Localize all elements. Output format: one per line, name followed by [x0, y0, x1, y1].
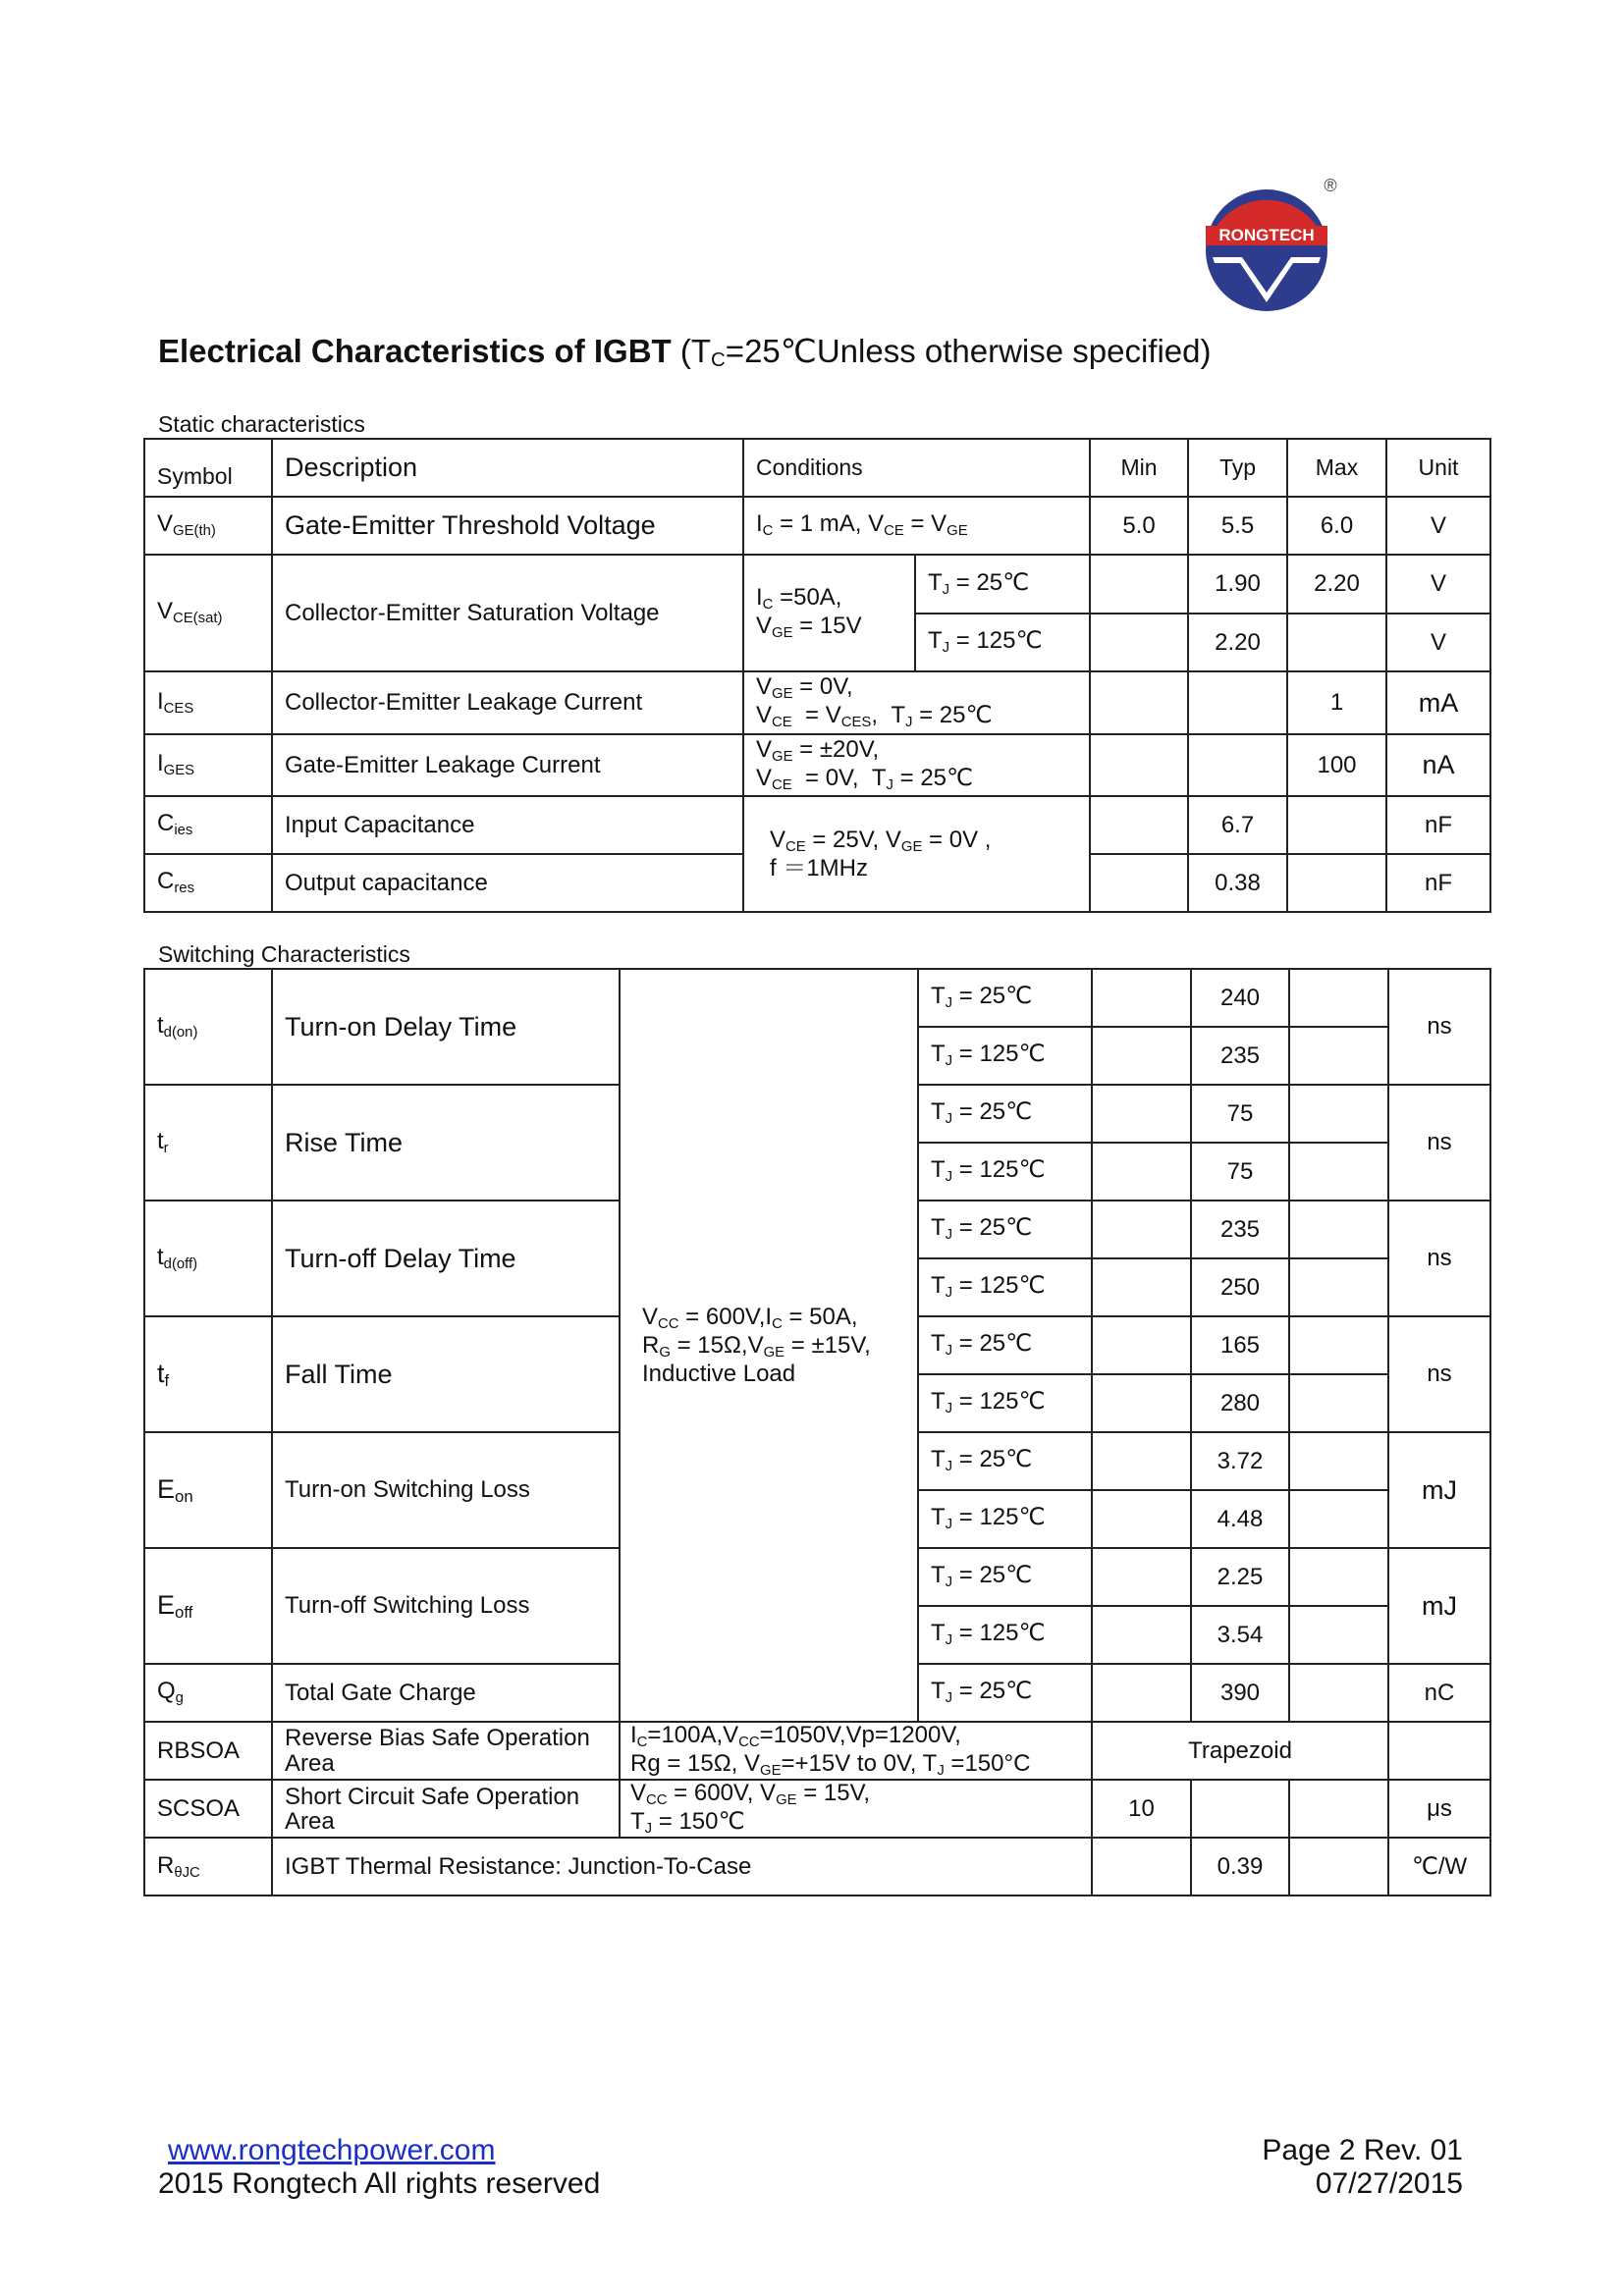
table-row: $T_J$ = 125℃ 4.48 [144, 1490, 1490, 1548]
revision-date: 07/27/2015 [1315, 2167, 1463, 2200]
table-row: $Q_g$ Total Gate Charge $T_J$ = 25℃ 390 nC [144, 1664, 1490, 1722]
table-row: RBSOA Reverse Bias Safe Operation Area $I_C=100A,V_{CC}=1050V,Vp=1200V$, Rg = 15Ω, $V_{GE}=+15V$ to 0V, $T_J =150^\circ C$ Trapezoid [144, 1722, 1490, 1780]
page-title: Electrical Characteristics of IGBT ($T_C=25℃Unless$ otherwise specified) [158, 333, 1212, 371]
page-number: Page 2 Rev. 01 [1262, 2134, 1463, 2166]
table-row: $T_J$ = 125℃ 250 [144, 1258, 1490, 1316]
rongtech-logo [1203, 177, 1340, 314]
table-row: SCSOA Short Circuit Safe Operation Area $V_{CC} = 600V$, $V_{GE} = 15V$, $T_J$ = 150℃ 10 μs [144, 1780, 1490, 1838]
table-row: $R_{\theta JC}$ IGBT Thermal Resistance: Junction-To-Case 0.39 ℃/W [144, 1838, 1490, 1896]
table-row: $I_{CES}$ Collector-Emitter Leakage Current $V_{GE} = 0V$, $V_{CE} = V_{CES}$, $T_J$ = 25℃ 1 mA [144, 671, 1490, 734]
table-row: $E_{off}$ Turn-off Switching Loss $T_J$ = 25℃ 2.25 mJ [144, 1548, 1490, 1606]
table-row: $T_J$ = 125℃ 75 [144, 1143, 1490, 1201]
table-row: $T_J$ = 125℃ 3.54 [144, 1606, 1490, 1664]
table-row: $V_{CE(sat)}$ Collector-Emitter Saturation Voltage $I_C =50A$, $V_{GE} = 15V$ $T_J$ = 25℃ 1.90 2.20 V [144, 555, 1490, 614]
brand-name: RONGTECH [1218, 226, 1315, 244]
table-row: $t_f$ Fall Time $T_J$ = 25℃ 165 ns [144, 1316, 1490, 1374]
table-row: $T_J$ = 125℃ 280 [144, 1374, 1490, 1432]
registered-mark: ® [1324, 177, 1337, 195]
table-row: $T_J$ = 125℃ 2.20 V [144, 614, 1490, 671]
footer-left [158, 2134, 600, 2201]
table-header-row: Symbol Description Conditions Min Typ Max Unit [144, 439, 1490, 497]
table-row: $C_{ies}$ Input Capacitance $V_{CE} = 25V$, $V_{GE} = 0V$ , f ＝1MHz 6.7 nF [144, 796, 1490, 854]
static-section-title: Static characteristics [158, 411, 365, 437]
table-row: $V_{GE(th)}$ Gate-Emitter Threshold Voltage $I_C = 1$ mA, $V_{CE} = V_{GE}$ 5.0 5.5 6.0 V [144, 497, 1490, 555]
copyright: 2015 Rongtech All rights reserved [158, 2167, 601, 2200]
table-row: $t_{d(on)}$ Turn-on Delay Time $V_{CC} = 600V,I_C = 50A$, $R_G = 15\Omega,V_{GE} = \pm 15V$, Inductive Load $T_J$ = 25℃ 240 ns [144, 969, 1490, 1027]
table-row: $t_r$ Rise Time $T_J$ = 25℃ 75 ns [144, 1085, 1490, 1143]
static-characteristics-table [143, 438, 1491, 913]
switching-characteristics-table [143, 968, 1491, 1896]
switching-section-title: Switching Characteristics [158, 941, 410, 967]
table-row: $I_{GES}$ Gate-Emitter Leakage Current $V_{GE} = \pm 20V$, $V_{CE} = 0V$, $T_J$ = 25℃ 100 nA [144, 734, 1490, 796]
table-row: $T_J$ = 125℃ 235 [144, 1027, 1490, 1085]
footer-right [1262, 2134, 1463, 2201]
website-link[interactable]: www.rongtechpower.com [168, 2134, 496, 2166]
table-row: $t_{d(off)}$ Turn-off Delay Time $T_J$ = 25℃ 235 ns [144, 1201, 1490, 1258]
table-row: $E_{on}$ Turn-on Switching Loss $T_J$ = 25℃ 3.72 mJ [144, 1432, 1490, 1490]
table-row: $C_{res}$ Output capacitance 0.38 nF [144, 854, 1490, 912]
